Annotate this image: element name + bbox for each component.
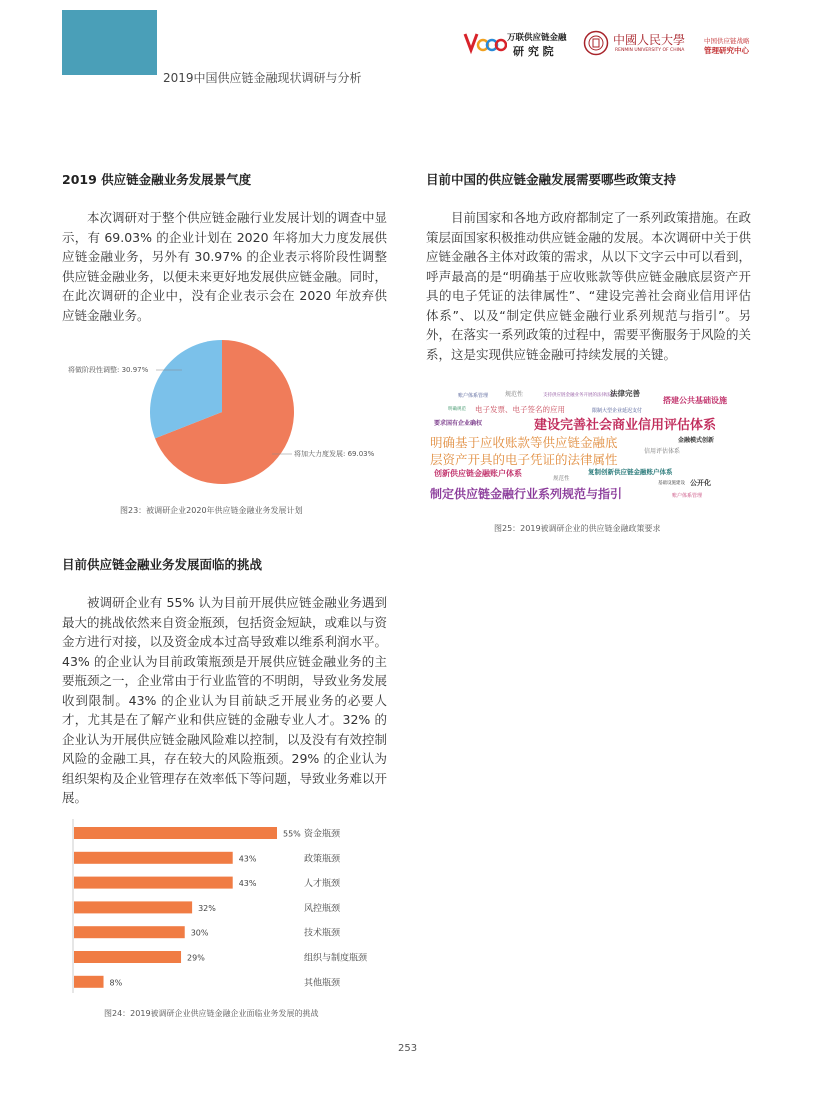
bar-4 — [74, 926, 185, 938]
word-cloud-term: 限制大型企业延迟支付 — [592, 408, 643, 414]
bar-value-label: 30% — [190, 928, 209, 938]
word-cloud-term: 规范性 — [505, 391, 524, 398]
wanlian-logo-name: 万联供应链金融 — [507, 33, 567, 43]
pie-label-increase: 将加大力度发展: 69.03% — [294, 450, 375, 458]
word-cloud-term: 建设完善社会商业信用评估体系 — [534, 418, 717, 433]
wanlian-logo-icon — [463, 30, 507, 56]
bar-6 — [74, 976, 104, 988]
fig25-caption: 图25：2019被调研企业的供应链金融政策要求 — [494, 524, 661, 533]
bar-category-label: 组织与制度瓶颈 — [304, 953, 368, 964]
research-center-line1: 中国供应链战略 — [704, 37, 750, 45]
bar-3 — [74, 901, 192, 913]
bar-value-label: 29% — [187, 953, 205, 963]
bar-value-label: 55% — [283, 829, 301, 839]
page-number: 253 — [398, 1043, 418, 1054]
bar-2 — [74, 877, 233, 889]
word-cloud-term: 信用评估体系 — [644, 448, 681, 455]
document-title: 2019中国供应链金融现状调研与分析 — [163, 71, 362, 85]
word-cloud-term: 账户体系管理 — [672, 493, 703, 499]
renmin-seal-icon — [583, 30, 609, 56]
word-cloud-term: 支持供应链金融业务开展的法律法规 — [543, 393, 615, 398]
word-cloud-term: 账户体系管理 — [458, 393, 489, 399]
bar-value-label: 32% — [198, 903, 216, 913]
bar-category-label: 技术瓶颈 — [304, 928, 341, 939]
renmin-logo-sub: RENMIN UNIVERSITY OF CHINA — [615, 48, 685, 53]
word-cloud-term: 制定供应链金融行业系列规范与指引 — [430, 487, 623, 501]
fig24-bar-chart — [62, 817, 392, 997]
renmin-logo — [583, 28, 693, 58]
word-cloud-term: 明确规范 — [448, 407, 466, 412]
word-cloud-term: 基础设施建设 — [658, 481, 685, 486]
word-cloud-term: 要求国有企业确权 — [434, 420, 483, 427]
word-cloud-term: 电子发票、电子签名的应用 — [475, 405, 565, 414]
bar-value-label: 8% — [109, 978, 123, 988]
section-paragraph-development-outlook: 本次调研对于整个供应链金融行业发展计划的调查中显示，有 69.03% 的企业计划在 2020 年将加大力度发展供应链金融业务，另外有 30.97% 的企业表示将阶段性调整供应链金融业务，以便未来更好地发展供应链金融。同时，在此次调研的企业中，没有企业表示会在 2020 年放弃供应链金融业务。 — [62, 210, 388, 323]
header-color-block — [62, 10, 157, 75]
renmin-logo-name: 中國人民大學 — [613, 33, 686, 47]
bar-category-label: 风控瓶颈 — [304, 903, 341, 914]
bar-category-label: 资金瓶颈 — [304, 829, 341, 840]
word-cloud-term: 明确基于应收账款等供应链金融底 — [430, 435, 618, 450]
fig23-caption: 图23：被调研企业2020年供应链金融业务发展计划 — [120, 506, 303, 515]
section-paragraph-challenges: 被调研企业有 55% 认为目前开展供应链金融业务遇到最大的挑战依然来自资金瓶颈，包括资金短缺，或难以与资金方进行对接，以及资金成本过高导致难以维系利润水平。43% 的企业认为目前政策瓶颈是开展供应链金融业务的主要瓶颈之一，企业常由于行业监管的不明朗，导致业务发展收到限制。43% 的企业认为目前缺乏开展业务的必要人才，尤其是在了解产业和供应链的金融专业人才。32% 的企业认为开展供应链金融风险难以控制，以及没有有效控制风险的金融工具，存在较大的风险瓶颈。29% 的企业认为组织架构及企业管理存在效率低下等问题，导致业务难以开展。 — [62, 595, 388, 805]
bar-value-label: 43% — [238, 854, 257, 864]
research-center-line2: 管理研究中心 — [704, 46, 749, 55]
bar-category-label: 人才瓶颈 — [304, 879, 341, 890]
section-title-policy-support: 目前中国的供应链金融发展需要哪些政策支持 — [426, 172, 677, 187]
word-cloud-term: 搭建公共基础设施 — [663, 396, 727, 405]
word-cloud-term: 复制创新供应链金融账户体系 — [588, 468, 673, 476]
section-title-development-outlook: 2019 供应链金融业务发展景气度 — [62, 172, 252, 187]
word-cloud-term: 法律完善 — [610, 389, 640, 398]
fig25-word-cloud — [426, 383, 756, 508]
research-center-logo — [704, 36, 774, 58]
wanlian-logo — [463, 30, 573, 58]
bar-value-label: 43% — [238, 879, 257, 889]
bar-category-label: 其他瓶颈 — [304, 978, 341, 989]
bar-category-label: 政策瓶颈 — [304, 854, 341, 865]
pie-label-adjust: 将做阶段性调整: 30.97% — [68, 366, 149, 374]
section-title-challenges: 目前供应链金融业务发展面临的挑战 — [62, 557, 263, 572]
wanlian-logo-sub: 研 究 院 — [513, 45, 554, 58]
fig24-caption: 图24：2019被调研企业供应链金融企业面临业务发展的挑战 — [104, 1009, 319, 1018]
bar-5 — [74, 951, 181, 963]
word-cloud-term: 金融模式创新 — [678, 437, 715, 444]
word-cloud-term: 层资产开具的电子凭证的法律属性 — [430, 452, 618, 467]
fig23-pie-chart — [60, 335, 400, 500]
word-cloud-term: 公开化 — [690, 479, 711, 487]
word-cloud-term: 创新供应链金融账户体系 — [434, 469, 522, 478]
word-cloud-term: 规范性 — [553, 476, 570, 482]
bar-1 — [74, 852, 233, 864]
section-paragraph-policy-support: 目前国家和各地方政府都制定了一系列政策措施。在政策层面国家积极推动供应链金融的发展。本次调研中关于供应链金融各主体对政策的需求，从以下文字云中可以看到，呼声最高的是“明确基于应收账款等供应链金融底层资产开具的电子凭证的法律属性”、“建设完善社会商业信用评估体系”、以及“制定供应链金融行业系列规范与指引”。另外，在落实一系列政策的过程中，需要平衡服务于风险的关系，这是实现供应链金融可持续发展的关键。 — [426, 210, 752, 362]
bar-0 — [74, 827, 277, 839]
